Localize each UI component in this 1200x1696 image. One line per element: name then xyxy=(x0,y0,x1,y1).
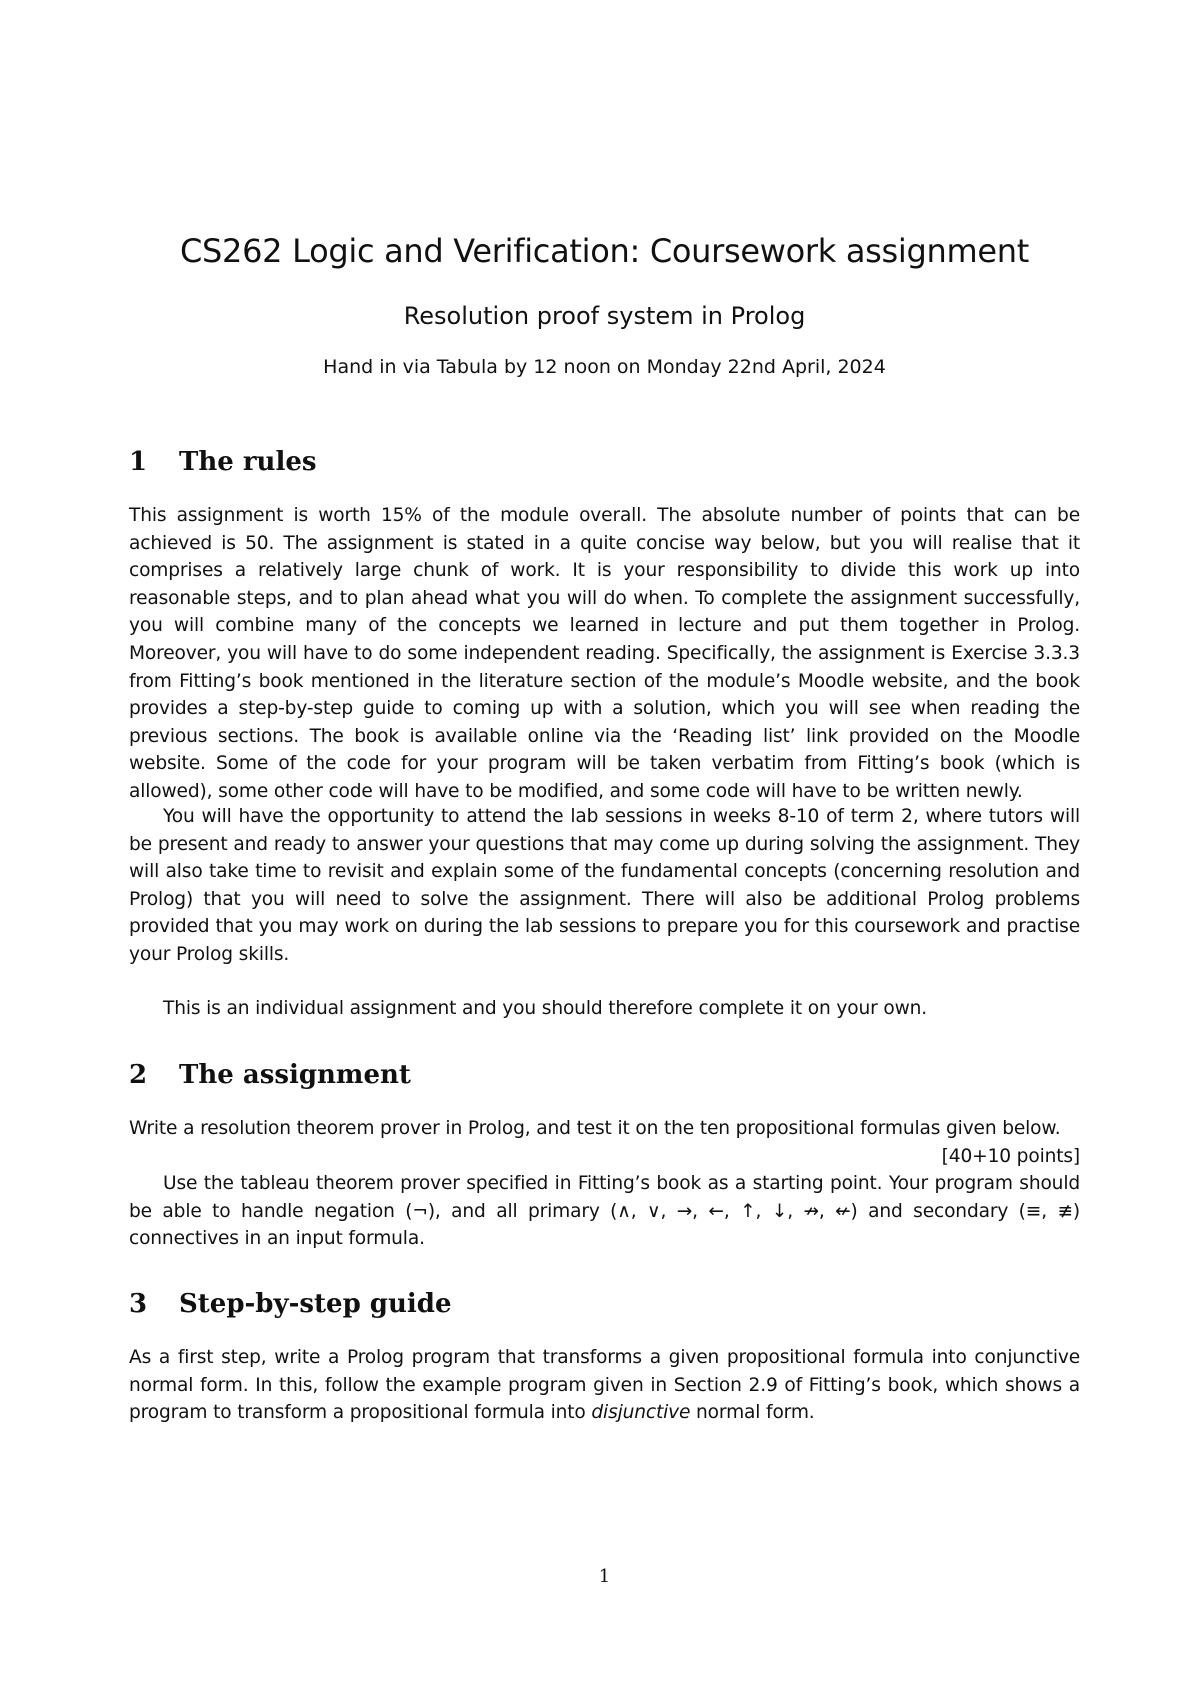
section-title: Step-by-step guide xyxy=(179,1289,452,1319)
emphasis-disjunctive: disjunctive xyxy=(591,1402,691,1424)
section-heading-rules xyxy=(129,447,317,477)
section-title: The assignment xyxy=(179,1060,411,1090)
guide-text: As a first step, write a Prolog program that transforms a given propositional formula into conjunctive normal form. In this, follow the example program given in Section 2.9 of Fitting’s book, which shows a program to transform a propositional formula into xyxy=(129,1347,1080,1424)
section-heading-guide xyxy=(129,1289,451,1319)
section-number: 2 xyxy=(129,1060,148,1090)
document-title: CS262 Logic and Verification: Coursework assignment xyxy=(180,232,1029,270)
section-heading-assignment xyxy=(129,1060,411,1090)
page-number: 1 xyxy=(598,1566,611,1587)
paragraph-rules-2: You will have the opportunity to attend the lab sessions in weeks 8-10 of term 2, where tutors will be present and ready to answer your questions that may come up during solving the assignment. They will also take time to revisit and explain some of the fundamental concepts (concerning resolution and Prolog) that you will need to solve the assignment. There will also be additional Prolog problems provided that you may work on during the lab sessions to prepare you for this coursework and practise your Prolog skills. xyxy=(129,806,1080,965)
section-number: 3 xyxy=(129,1289,148,1319)
hand-in-deadline: Hand in via Tabula by 12 noon on Monday 22nd April, 2024 xyxy=(323,356,886,378)
document-page xyxy=(129,0,1080,1696)
paragraph-assignment-1 xyxy=(129,1115,1080,1170)
document-subtitle: Resolution proof system in Prolog xyxy=(403,302,806,330)
points-value: [40+10 points] xyxy=(941,1145,1080,1167)
assignment-text: Write a resolution theorem prover in Prolog, and test it on the ten propositional formulas given below. xyxy=(129,1118,1061,1139)
section-title: The rules xyxy=(179,447,317,477)
paragraph-rules-1: This assignment is worth 15% of the module overall. The absolute number of points that can be achieved is 50. The assignment is stated in a quite concise way below, but you will realise that it comprises a relatively large chunk of work. It is your responsibility to divide this work up into reasonable steps, and to plan ahead what you will do when. To complete the assignment successfully, you will combine many of the concepts we learned in lecture and put them together in Prolog. Moreover, you will have to do some independent reading. Specifically, the assignment is Exercise 3.3.3 from Fitting’s book mentioned in the literature section of the module’s Moodle website, and the book provides a step-by-step guide to coming up with a solution, which you will see when reading the previous sections. The book is available online via the ‘Reading list’ link provided on the Moodle website. Some of the code for your program will be taken verbatim from Fitting’s book (which is allowed), some other code will have to be modified, and some code will have to be written newly. xyxy=(129,505,1080,802)
paragraph-rules-3: This is an individual assignment and you should therefore complete it on your own. xyxy=(163,998,928,1019)
paragraph-assignment-2: Use the tableau theorem prover specified in Fitting’s book as a starting point. Your program should be able to handle negation (¬), and all primary (∧, ∨, →, ←, ↑, ↓, ↛, ↚) and secondary (≡, ≢) connectives in an input formula. xyxy=(129,1173,1080,1250)
section-number: 1 xyxy=(129,447,148,477)
paragraph-guide-1 xyxy=(129,1344,1080,1427)
guide-text-tail: normal form. xyxy=(690,1402,815,1424)
